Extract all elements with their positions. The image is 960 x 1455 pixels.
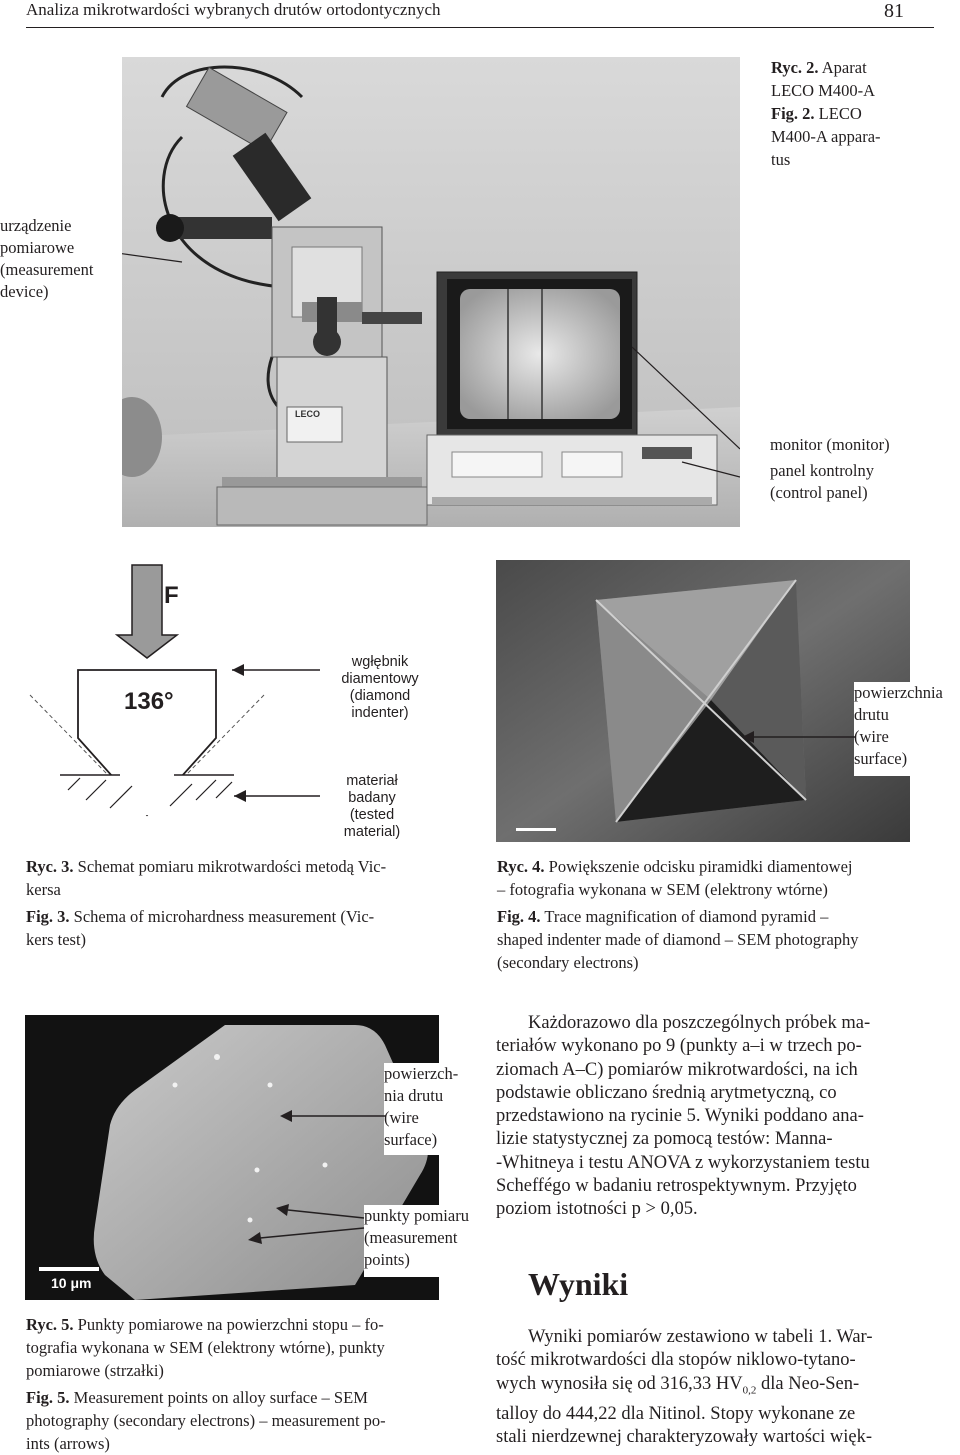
fig4-caption-en-line1: Trace magnification of diamond pyramid – bbox=[544, 907, 829, 926]
label-line: powierzch- bbox=[384, 1064, 459, 1083]
fig5-caption-pl-line2: tografia wykonana w SEM (elektrony wtórne), punkty bbox=[26, 1338, 385, 1357]
label-line: nia drutu bbox=[384, 1086, 444, 1105]
fig5-caption-en-prefix: Fig. 5. bbox=[26, 1388, 70, 1407]
fig2-caption-pl-line1: Aparat bbox=[821, 58, 867, 77]
fig5-pointer-arrows bbox=[230, 1100, 390, 1250]
body-line bbox=[496, 1373, 910, 1403]
label-line: drutu bbox=[854, 705, 889, 724]
label-line: punkty pomiaru bbox=[364, 1206, 469, 1225]
fig3-caption-pl-line2: kersa bbox=[26, 880, 61, 899]
device-logo: LECO bbox=[295, 409, 321, 419]
fig5-caption-pl-line1: Punkty pomiarowe na powierzchni stopu – fo- bbox=[77, 1315, 384, 1334]
body-line: Wyniki pomiarów zestawiono w tabeli 1. War- bbox=[528, 1327, 873, 1347]
body-line: stali nierdzewnej charakteryzowały wartości więk- bbox=[496, 1426, 872, 1447]
fig3-caption-en-prefix: Fig. 3. bbox=[26, 907, 70, 926]
label-line: (measurement bbox=[0, 260, 94, 279]
body-line: tość mikrotwardości dla stopów niklowo-tytano- bbox=[496, 1350, 856, 1371]
label-diamond-indenter bbox=[330, 654, 430, 722]
label-line: device) bbox=[0, 282, 49, 301]
label-line: diamentowy bbox=[341, 671, 419, 687]
fig4-sem-illustration bbox=[496, 560, 910, 842]
fig3-schema bbox=[20, 560, 340, 850]
body-line: teriałów wykonano po 9 (punkty a–i w trzech po- bbox=[496, 1036, 862, 1057]
label-line: (control panel) bbox=[770, 483, 868, 502]
body-paragraph-1 bbox=[496, 1012, 910, 1222]
fig5-label-wire-surface bbox=[384, 1063, 480, 1155]
body-line-part: wych wynosiła się od 316,33 HV bbox=[496, 1373, 743, 1394]
fig2-caption-en-prefix: Fig. 2. bbox=[771, 104, 815, 123]
fig4-caption-en-prefix: Fig. 4. bbox=[497, 907, 541, 926]
hv-subscript: 0,2 bbox=[742, 1384, 757, 1397]
fig2-caption-en-line1: LECO bbox=[818, 104, 862, 123]
body-line: przedstawiono na rycinie 5. Wyniki poddano ana- bbox=[496, 1106, 864, 1127]
fig4-sem-photo bbox=[496, 560, 910, 842]
page-number: 81 bbox=[884, 0, 904, 22]
fig5-caption-pl-line3: pomiarowe (strzałki) bbox=[26, 1361, 164, 1380]
fig2-caption-pl-prefix: Ryc. 2. bbox=[771, 58, 819, 77]
fig3-caption-en-line1: Schema of microhardness measurement (Vic- bbox=[73, 907, 375, 926]
body-line: podstawie obliczano średnią arytmetyczną, co bbox=[496, 1082, 837, 1103]
fig4-caption-en-line3: (secondary electrons) bbox=[497, 953, 639, 972]
fig5-caption bbox=[26, 1313, 466, 1455]
label-tested-material bbox=[322, 773, 422, 841]
label-monitor: monitor (monitor) bbox=[770, 435, 890, 454]
body-paragraph-2 bbox=[496, 1326, 910, 1449]
body-line: Scheffégo w badaniu retrospektywnym. Przyjęto bbox=[496, 1176, 857, 1197]
force-label: F bbox=[164, 582, 179, 609]
fig2-caption bbox=[771, 56, 941, 171]
label-line: (measurement bbox=[364, 1228, 458, 1247]
label-line: (wire bbox=[854, 727, 889, 746]
fig5-caption-en-line1: Measurement points on alloy surface – SEM bbox=[73, 1388, 368, 1407]
fig5-caption-en-line2: photography (secondary electrons) – measurement po- bbox=[26, 1411, 386, 1430]
label-line: surface) bbox=[384, 1130, 438, 1149]
body-line: -Whitneya i testu ANOVA z wykorzystaniem testu bbox=[496, 1152, 870, 1173]
angle-label: 136° bbox=[124, 688, 174, 715]
body-line: poziom istotności p > 0,05. bbox=[496, 1199, 698, 1220]
label-line: points) bbox=[364, 1250, 410, 1269]
fig2-caption-en-line3: tus bbox=[771, 150, 791, 169]
label-line: indenter) bbox=[351, 705, 409, 721]
fig2-photo-illustration bbox=[122, 57, 740, 527]
body-line: talloy do 444,22 dla Nitinol. Stopy wykonane ze bbox=[496, 1403, 856, 1424]
fig4-label-wire-surface bbox=[854, 682, 960, 776]
fig3-caption-en-line2: kers test) bbox=[26, 930, 87, 949]
fig4-caption-pl-prefix: Ryc. 4. bbox=[497, 857, 545, 876]
label-measurement-device bbox=[0, 215, 112, 303]
fig4-caption-pl-line2: – fotografia wykonana w SEM (elektrony wtórne) bbox=[497, 880, 828, 899]
running-title: Analiza mikrotwardości wybranych drutów ortodontycznych bbox=[26, 0, 441, 19]
label-line: (tested bbox=[349, 807, 395, 823]
fig4-pointer-arrow bbox=[740, 720, 860, 750]
body-line: Każdorazowo dla poszczególnych próbek ma- bbox=[528, 1013, 871, 1033]
label-line: powierzchnia bbox=[854, 683, 943, 702]
fig4-caption-pl-line1: Powiększenie odcisku piramidki diamentowej bbox=[548, 857, 853, 876]
label-line: panel kontrolny bbox=[770, 461, 875, 480]
fig5-caption-en-line3: ints (arrows) bbox=[26, 1434, 110, 1453]
fig3-caption bbox=[26, 855, 446, 951]
section-heading: Wyniki bbox=[528, 1266, 629, 1302]
label-line: wgłębnik bbox=[351, 654, 409, 670]
label-line: (diamond bbox=[349, 688, 411, 704]
label-line: pomiarowe bbox=[0, 238, 75, 257]
label-line: materiał bbox=[346, 773, 398, 789]
fig2-caption-pl-line2: LECO M400-A bbox=[771, 81, 876, 100]
fig5-caption-pl-prefix: Ryc. 5. bbox=[26, 1315, 74, 1334]
label-line: material) bbox=[343, 824, 401, 840]
fig3-caption-pl-prefix: Ryc. 3. bbox=[26, 857, 74, 876]
label-line: badany bbox=[348, 790, 396, 806]
fig5-scale-label: 10 μm bbox=[51, 1275, 92, 1291]
force-arrow bbox=[117, 565, 177, 658]
fig2-photo bbox=[122, 57, 740, 527]
fig2-caption-en-line2: M400-A appara- bbox=[771, 127, 881, 146]
body-line-part: dla Neo-Sen- bbox=[761, 1373, 860, 1394]
header-rule bbox=[26, 27, 934, 28]
label-line: urządzenie bbox=[0, 216, 72, 235]
label-control-panel bbox=[770, 460, 874, 504]
fig4-caption bbox=[497, 855, 937, 974]
body-line: ziomach A–C) pomiarów mikrotwardości, na ich bbox=[496, 1059, 858, 1080]
fig4-caption-en-line2: shaped indenter made of diamond – SEM photography bbox=[497, 930, 859, 949]
body-line: lizie statystycznej za pomocą testów: Manna- bbox=[496, 1129, 833, 1150]
label-line: surface) bbox=[854, 749, 908, 768]
fig3-caption-pl-line1: Schemat pomiaru mikrotwardości metodą Vic- bbox=[77, 857, 387, 876]
label-line: (wire bbox=[384, 1108, 419, 1127]
